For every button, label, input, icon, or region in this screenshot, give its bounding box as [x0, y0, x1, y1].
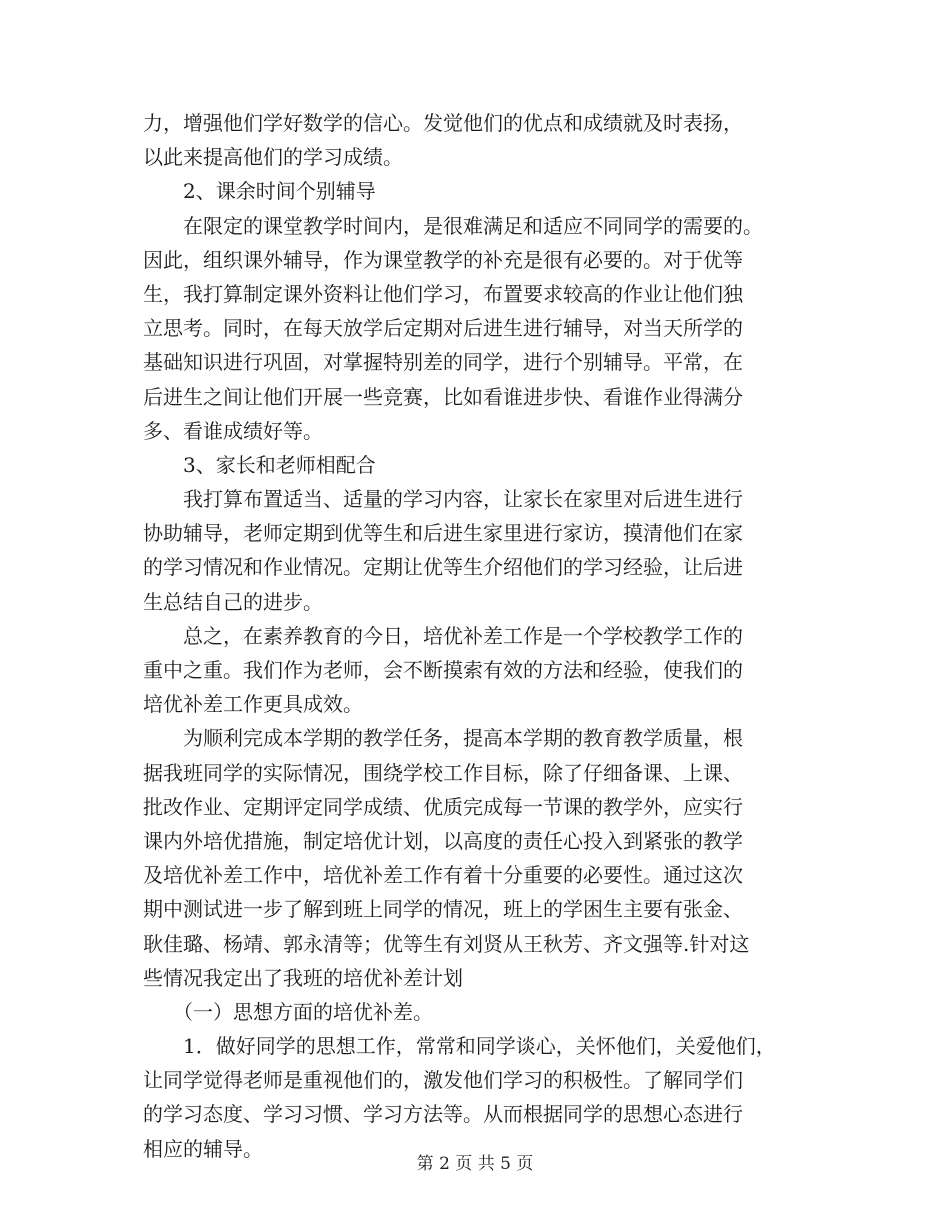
- text-line: 3、家长和老师相配合: [143, 452, 376, 477]
- document-body: [143, 106, 823, 1166]
- text-line: 为顺利完成本学期的教学任务，提高本学期的教育教学质量，根: [143, 726, 743, 751]
- text-line: （一）思想方面的培优补差。: [143, 999, 433, 1024]
- text-line: 课内外培优措施，制定培优计划，以高度的责任心投入到紧张的教学: [143, 828, 743, 853]
- text-line: 些情况我定出了我班的培优补差计划: [143, 965, 463, 990]
- text-line: 力，增强他们学好数学的信心。发觉他们的优点和成绩就及时表扬，: [143, 111, 743, 135]
- text-line: 多、看谁成绩好等。: [143, 418, 323, 443]
- text-line: 培优补差工作更具成效。: [143, 692, 363, 717]
- text-line: 因此，组织课外辅导，作为课堂教学的补充是很有必要的。对于优等: [143, 247, 743, 272]
- text-line: 相应的辅导。: [143, 1136, 263, 1161]
- text-line: 以此来提高他们的学习成绩。: [143, 145, 403, 170]
- text-line: 后进生之间让他们开展一些竞赛，比如看谁进步快、看谁作业得满分: [143, 384, 743, 409]
- text-line: 2、课余时间个别辅导: [143, 179, 376, 204]
- text-line: 基础知识进行巩固，对掌握特别差的同学，进行个别辅导。平常，在: [143, 350, 743, 375]
- text-line: 总之，在素养教育的今日，培优补差工作是一个学校教学工作的: [143, 623, 743, 648]
- text-line: 让同学觉得老师是重视他们的，激发他们学习的积极性。了解同学们: [143, 1068, 743, 1093]
- text-line: 重中之重。我们作为老师，会不断摸索有效的方法和经验，使我们的: [143, 658, 743, 682]
- text-line: 的学习情况和作业情况。定期让优等生介绍他们的学习经验，让后进: [143, 555, 743, 580]
- text-line: 在限定的课堂教学时间内，是很难满足和适应不同同学的需要的。: [143, 213, 763, 238]
- text-line: 1．做好同学的思想工作，常常和同学谈心，关怀他们，关爱他们，: [143, 1034, 776, 1059]
- text-line: 生，我打算制定课外资料让他们学习，布置要求较高的作业让他们独: [143, 281, 743, 306]
- text-line: 及培优补差工作中，培优补差工作有着十分重要的必要性。通过这次: [143, 863, 743, 888]
- text-line: 期中测试进一步了解到班上同学的情况，班上的学困生主要有张金、: [143, 897, 743, 922]
- text-line: 立思考。同时，在每天放学后定期对后进生进行辅导，对当天所学的: [143, 316, 743, 341]
- text-line: 协助辅导，老师定期到优等生和后进生家里进行家访，摸清他们在家: [143, 521, 743, 546]
- text-line: 生总结自己的进步。: [143, 589, 323, 614]
- text-line: 批改作业、定期评定同学成绩、优质完成每一节课的教学外，应实行: [143, 794, 743, 819]
- text-line: 耿佳璐、杨靖、郭永清等；优等生有刘贤从王秋芳、齐文强等.针对这: [143, 931, 750, 956]
- text-line: 的学习态度、学习习惯、学习方法等。从而根据同学的思想心态进行: [143, 1102, 743, 1127]
- page-footer: 第 2 页 共 5 页: [416, 1154, 534, 1174]
- text-line: 我打算布置适当、适量的学习内容，让家长在家里对后进生进行: [143, 487, 743, 512]
- text-line: 据我班同学的实际情况，围绕学校工作目标，除了仔细备课、上课、: [143, 760, 743, 785]
